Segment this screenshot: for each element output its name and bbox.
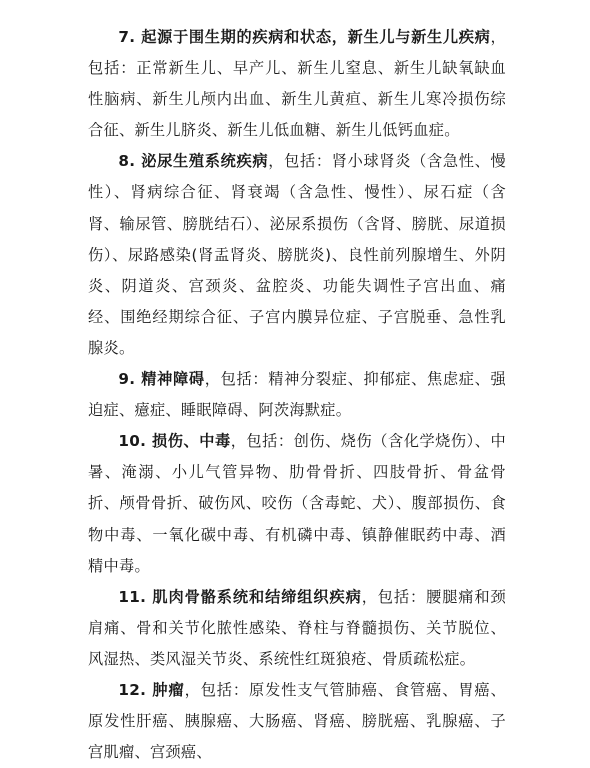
section-10-paragraph — [88, 426, 506, 581]
section-9-body: ，包括：精神分裂症、抑郁症、焦虑症、强迫症、癔症、睡眠障碍、阿茨海默症。 — [88, 370, 506, 420]
section-8-body: ，包括：肾小球肾炎（含急性、慢性）、肾病综合征、肾衰竭（含急性、慢性）、尿石症（含肾、输尿管、膀胱结石）、泌尿系损伤（含肾、膀胱、尿道损伤）、尿路感染(肾盂肾炎、膀胱炎)、良性前列腺增生、外阴炎、阴道炎、宫颈炎、盆腔炎、功能失调性子宫出血、痛经、围绝经期综合征、子宫内膜异位症、子宫脱垂、急性乳腺炎。 — [88, 152, 507, 357]
section-12-body: ，包括：原发性支气管肺癌、食管癌、胃癌、原发性肝癌、胰腺癌、大肠癌、肾癌、膀胱癌、乳腺癌、子宫肌瘤、宫颈癌、 — [88, 680, 507, 762]
section-12-heading: 12. 肿瘤 — [118, 680, 185, 699]
section-11-paragraph — [88, 582, 506, 675]
section-7-heading: 7. 起源于围生期的疾病和状态，新生儿与新生儿疾病 — [118, 28, 491, 46]
section-8-heading: 8. 泌尿生殖系统疾病 — [118, 152, 269, 171]
section-11-heading: 11. 肌肉骨骼系统和结缔组织疾病 — [118, 587, 362, 606]
section-10-heading: 10. 损伤、中毒 — [118, 432, 231, 451]
section-9-heading: 9. 精神障碍 — [118, 370, 205, 389]
section-7-body: ，包括：正常新生儿、早产儿、新生儿窒息、新生儿缺氧缺血性脑病、新生儿颅内出血、新生儿黄疸、新生儿寒冷损伤综合征、新生儿脐炎、新生儿低血糖、新生儿低钙血症。 — [88, 28, 506, 140]
section-9-paragraph — [88, 364, 506, 426]
section-12-paragraph — [88, 675, 506, 768]
section-11-body: ，包括：腰腿痛和颈肩痛、骨和关节化脓性感染、脊柱与脊髓损伤、关节脱位、风湿热、类风湿关节炎、系统性红斑狼疮、骨质疏松症。 — [88, 587, 506, 668]
section-10-body: ，包括：创伤、烧伤（含化学烧伤）、中暑、淹溺、小儿气管异物、肋骨骨折、四肢骨折、骨盆骨折、颅骨骨折、破伤风、咬伤（含毒蛇、犬）、腹部损伤、食物中毒、一氧化碳中毒、有机磷中毒、镇静催眠药中毒、酒精中毒。 — [88, 432, 506, 575]
section-7-paragraph — [88, 22, 506, 146]
section-8-paragraph — [88, 146, 506, 364]
